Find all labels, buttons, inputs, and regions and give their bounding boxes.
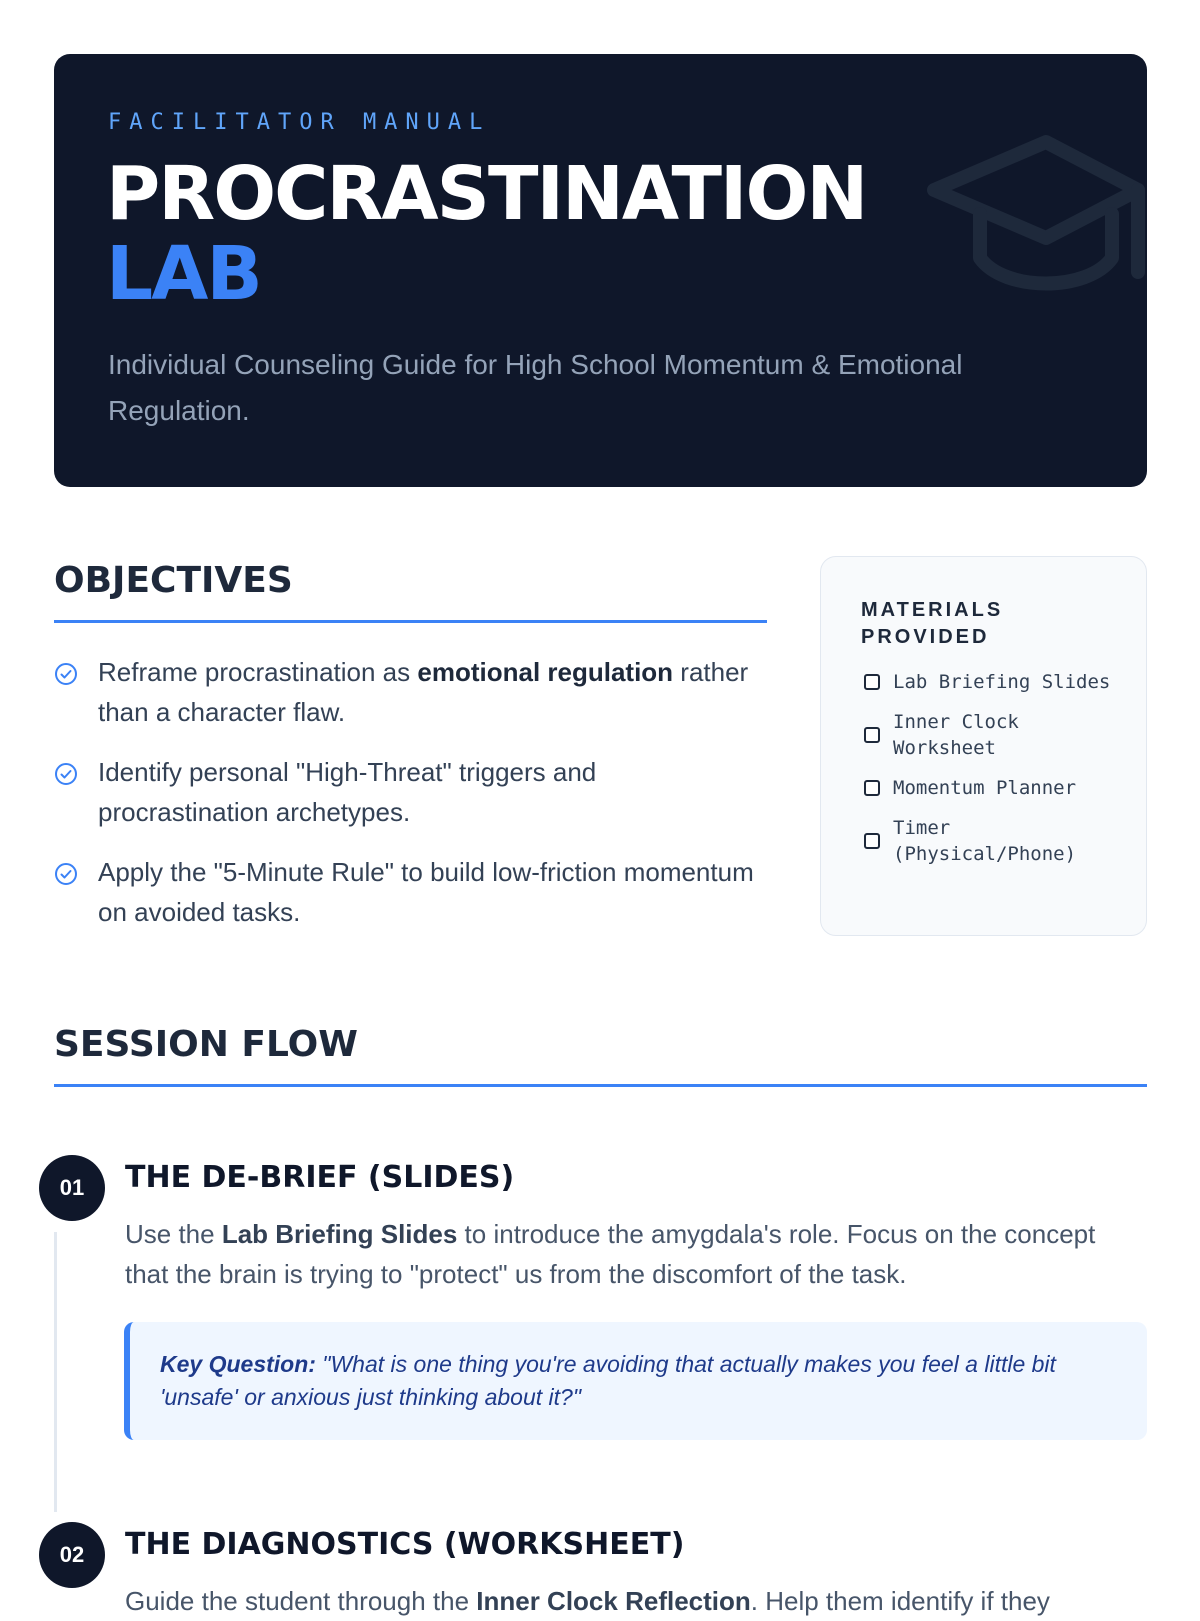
- list-item: Lab Briefing Slides: [861, 669, 1131, 695]
- step-title: THE DE-BRIEF (SLIDES): [125, 1160, 515, 1195]
- page-title: [106, 151, 867, 317]
- page-title-line1: PROCRASTINATION: [106, 151, 867, 237]
- list-item: Timer (Physical/Phone): [861, 815, 1131, 867]
- key-question-callout: Key Question: "What is one thing you're avoiding that actually makes you feel a little bit 'unsafe' or anxious just thinking about it?": [124, 1322, 1147, 1440]
- checkbox-icon[interactable]: [864, 833, 880, 849]
- list-item: Momentum Planner: [861, 775, 1131, 801]
- timeline-line: [54, 1232, 57, 1512]
- check-circle-icon: [54, 662, 78, 686]
- materials-list: [861, 669, 1131, 881]
- step-description: Guide the student through the Inner Clock Reflection. Help them identify if they: [125, 1586, 1050, 1616]
- objectives-divider: [54, 620, 767, 623]
- materials-heading: MATERIALS PROVIDED: [861, 599, 1004, 648]
- list-item: Reframe procrastination as emotional regulation rather than a character flaw.: [54, 652, 754, 732]
- hero-banner: [54, 54, 1147, 487]
- checkbox-icon[interactable]: [864, 780, 880, 796]
- list-item: Inner Clock Worksheet: [861, 709, 1131, 761]
- list-item: Apply the "5-Minute Rule" to build low-friction momentum on avoided tasks.: [54, 852, 754, 932]
- step-number: 01: [39, 1155, 105, 1221]
- step-title: THE DIAGNOSTICS (WORKSHEET): [125, 1527, 685, 1562]
- objectives-list: [54, 652, 754, 952]
- check-circle-icon: [54, 862, 78, 886]
- materials-card: [820, 556, 1147, 936]
- session-flow-divider: [54, 1084, 1147, 1087]
- objectives-heading: OBJECTIVES: [54, 560, 293, 601]
- session-flow-heading: SESSION FLOW: [54, 1024, 358, 1065]
- step-number: 02: [39, 1522, 105, 1588]
- step-description: Use the Lab Briefing Slides to introduce the amygdala's role. Focus on the concept that the brain is trying to "protect" us from the discomfort of the task.: [125, 1219, 1096, 1289]
- check-circle-icon: [54, 762, 78, 786]
- hero-kicker: FACILITATOR MANUAL: [108, 110, 491, 135]
- page-title-line2: LAB: [106, 231, 261, 317]
- graduation-cap-icon: [914, 108, 1154, 308]
- hero-subtitle: Individual Counseling Guide for High School Momentum & Emotional Regulation.: [108, 349, 963, 426]
- checkbox-icon[interactable]: [864, 674, 880, 690]
- checkbox-icon[interactable]: [864, 727, 880, 743]
- list-item: Identify personal "High-Threat" triggers and procrastination archetypes.: [54, 752, 754, 832]
